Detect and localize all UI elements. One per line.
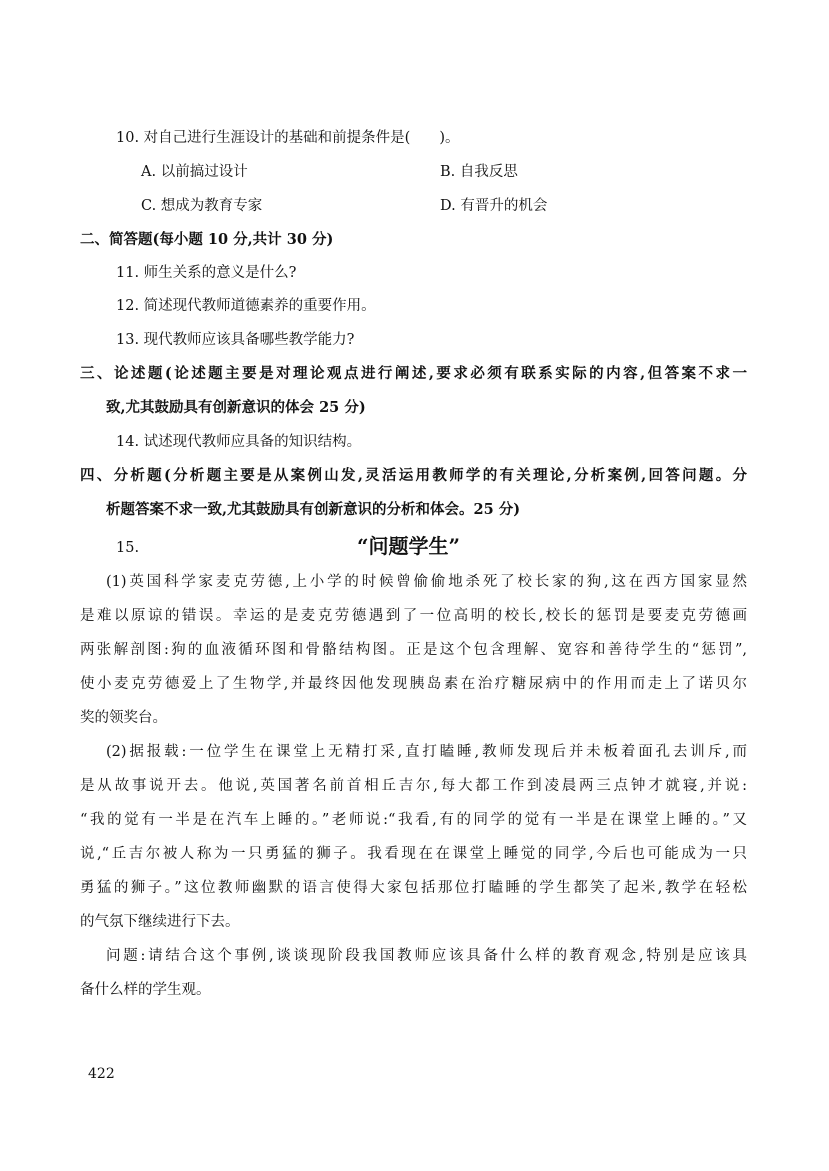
section-3-heading-line-2: 致,尤其鼓励具有创新意识的体会 25 分): [106, 399, 366, 416]
case-2-line-1: (2)据报载:一位学生在课堂上无精打采,直打瞌睡,教师发现后并未板着面孔去训斥,而: [106, 744, 747, 760]
section-4-heading-line-1: 四、分析题(分析题主要是从案例山发,灵活运用教师学的有关理论,分析案例,回答问题。分: [80, 467, 747, 484]
question-13: 13. 现代教师应该具备哪些教学能力?: [116, 332, 355, 348]
question-15-number: 15.: [116, 540, 140, 556]
case-2-line-5: 勇猛的狮子。”这位教师幽默的语言使得大家包括那位打瞌睡的学生都笑了起米,教学在轻松: [80, 880, 747, 896]
question-10-stem: 10. 对自己进行生涯设计的基础和前提条件是( )。: [116, 130, 460, 146]
case-2-line-6: 的气氛下继续进行下去。: [80, 914, 240, 930]
question-12: 12. 简述现代教师道德素养的重要作用。: [116, 298, 376, 314]
case-1-line-5: 奖的领奖台。: [80, 710, 167, 726]
case-1-line-3: 两张解剖图:狗的血液循环图和骨骼结构图。正是这个包含理解、宽容和善待学生的“惩罚”,: [80, 642, 747, 658]
case-1-line-4: 使小麦克劳德爱上了生物学,并最终因他发现胰岛素在治疗糖尿病中的作用而走上了诺贝尔: [80, 676, 747, 692]
question-prompt-line-1: 问题:请结合这个事例,谈谈现阶段我国教师应该具备什么样的教育观念,特别是应该具: [106, 948, 747, 964]
section-2-heading: 二、简答题(每小题 10 分,共计 30 分): [80, 231, 334, 248]
q10-option-d: D. 有晋升的机会: [440, 198, 548, 214]
case-title: “问题学生”: [357, 534, 461, 558]
case-2-line-3: “我的觉有一半是在汽车上睡的。”老师说:“我看,有的同学的觉有一半是在课堂上睡的。”又: [80, 812, 747, 828]
case-2-line-2: 是从故事说开去。他说,英国著名前首相丘吉尔,每大都工作到凌晨两三点钟才就寝,并说:: [80, 778, 747, 794]
case-1-line-2: 是难以原谅的错误。幸运的是麦克劳德遇到了一位高明的校长,校长的惩罚是要麦克劳德画: [80, 608, 747, 624]
q10-option-b: B. 自我反思: [440, 164, 518, 180]
q10-option-a: A. 以前搞过设计: [141, 164, 248, 180]
case-1-line-1: (1)英国科学家麦克劳德,上小学的时候曾偷偷地杀死了校长家的狗,这在西方国家显然: [106, 574, 747, 590]
question-prompt-line-2: 备什么样的学生观。: [80, 982, 211, 998]
q10-option-c: C. 想成为教育专家: [141, 198, 263, 214]
section-4-heading-line-2: 析题答案不求一致,尤其鼓励具有创新意识的分析和体会。25 分): [106, 501, 521, 518]
section-3-heading-line-1: 三、论述题(论述题主要是对理论观点进行阐述,要求必须有联系实际的内容,但答案不求一: [80, 365, 747, 382]
page-number: 422: [88, 1066, 115, 1082]
case-2-line-4: 说,“丘吉尔被人称为一只勇猛的狮子。我看现在在课堂上睡觉的同学,今后也可能成为一只: [80, 846, 747, 862]
question-14: 14. 试述现代教师应具备的知识结构。: [116, 434, 362, 450]
question-11: 11. 师生关系的意义是什么?: [116, 265, 297, 281]
